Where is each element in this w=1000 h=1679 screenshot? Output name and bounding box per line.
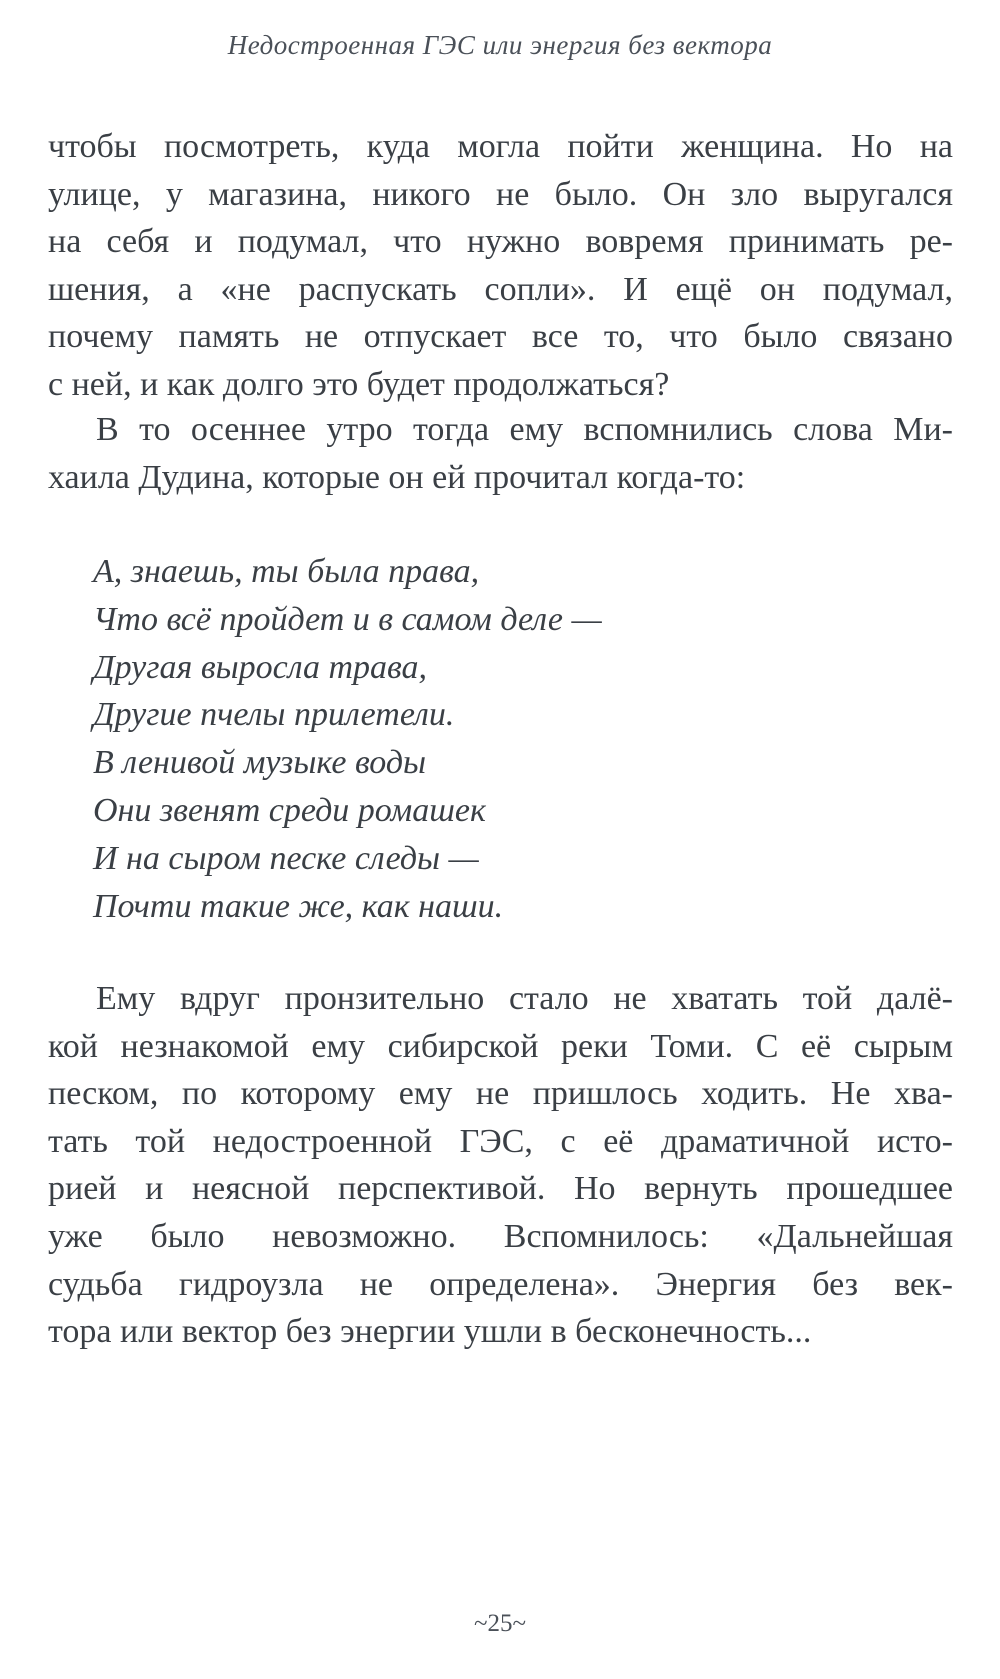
- text-line: кой незнакомой ему сибирской реки Томи. С её сырым: [48, 1027, 953, 1065]
- paragraph-intro-poem: [48, 406, 953, 501]
- paragraph-closing: [48, 975, 953, 1356]
- poem-verse: А, знаешь, ты была права,: [93, 553, 480, 590]
- poem-verse: Другие пчелы прилетели.: [93, 696, 455, 734]
- poem-verse: Почти такие же, как наши.: [93, 887, 504, 925]
- poem-verse: Что всё пройдет и в самом деле —: [93, 600, 602, 638]
- text-line: уже было невозможно. Вспомнилось: «Дальнейшая: [48, 1217, 953, 1255]
- text-line: рией и неясной перспективой. Но вернуть прошедшее: [48, 1170, 953, 1208]
- paragraph-continuation: [48, 123, 953, 409]
- text-line: судьба гидроузла не определена». Энергия без век-: [48, 1265, 953, 1303]
- text-line: Ему вдруг пронзительно стало не хватать той далё-: [96, 980, 953, 1017]
- poem-quote: [93, 548, 602, 930]
- poem-verse: Другая выросла трава,: [93, 648, 428, 686]
- text-line: на себя и подумал, что нужно вовремя принимать ре-: [48, 223, 953, 261]
- text-line: шения, а «не распускать сопли». И ещё он подумал,: [48, 270, 953, 308]
- text-line: В то осеннее утро тогда ему вспомнились слова Ми-: [96, 411, 953, 448]
- text-line: песком, по которому ему не пришлось ходить. Не хва-: [48, 1075, 953, 1113]
- text-line: чтобы посмотреть, куда могла пойти женщина. Но на: [48, 128, 953, 165]
- text-line: хаила Дудина, которые он ей прочитал когда-то:: [48, 458, 746, 496]
- page-number: ~25~: [473, 1610, 527, 1637]
- poem-verse: И на сыром песке следы —: [93, 839, 479, 877]
- text-line: тать той недостроенной ГЭС, с её драматичной исто-: [48, 1122, 953, 1160]
- text-line: улице, у магазина, никого не было. Он зло выругался: [48, 175, 953, 213]
- text-line: почему память не отпускает все то, что было связано: [48, 318, 953, 356]
- text-line: с ней, и как долго это будет продолжаться?: [48, 365, 670, 403]
- running-head: Недостроенная ГЭС или энергия без вектора: [227, 30, 773, 60]
- poem-verse: В ленивой музыке воды: [93, 744, 427, 782]
- text-line: тора или вектор без энергии ушли в бесконечность...: [48, 1313, 812, 1351]
- poem-verse: Они звенят среди ромашек: [93, 791, 486, 829]
